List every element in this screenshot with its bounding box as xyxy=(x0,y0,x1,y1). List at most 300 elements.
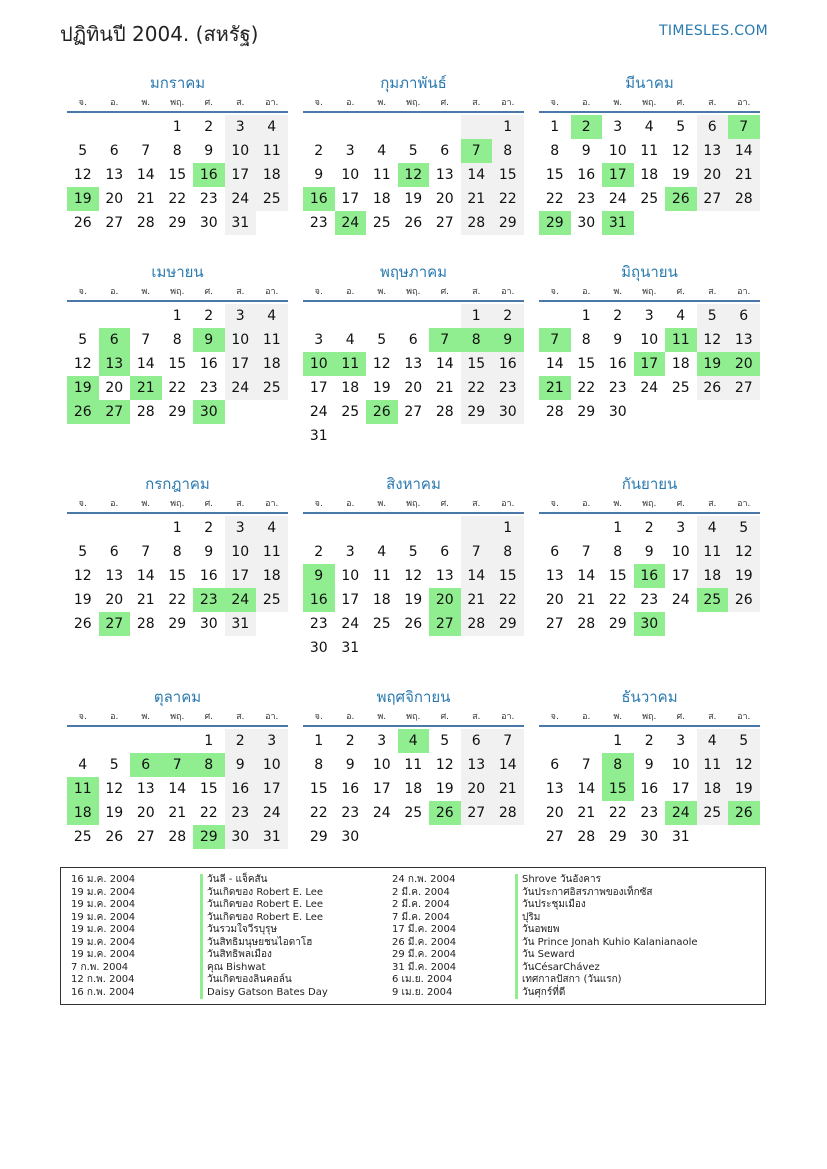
calendar-day[interactable]: 8 xyxy=(461,328,493,352)
calendar-day[interactable]: 31 xyxy=(309,428,328,444)
calendar-day[interactable]: 22 xyxy=(168,592,187,608)
calendar-day[interactable]: 5 xyxy=(697,304,729,328)
calendar-day[interactable]: 10 xyxy=(608,143,627,159)
calendar-day[interactable]: 6 xyxy=(440,143,450,159)
calendar-day[interactable]: 2 xyxy=(314,143,324,159)
calendar-day[interactable]: 13 xyxy=(99,352,131,376)
calendar-day[interactable]: 23 xyxy=(225,801,257,825)
calendar-day[interactable]: 10 xyxy=(640,332,659,348)
calendar-day[interactable]: 11 xyxy=(372,568,391,584)
calendar-day[interactable]: 31 xyxy=(225,211,257,235)
calendar-day[interactable]: 22 xyxy=(309,805,328,821)
calendar-day[interactable]: 31 xyxy=(602,211,634,235)
calendar-day[interactable]: 21 xyxy=(728,163,760,187)
calendar-day[interactable]: 27 xyxy=(545,829,564,845)
calendar-day[interactable]: 7 xyxy=(141,143,151,159)
calendar-day[interactable]: 17 xyxy=(256,777,288,801)
calendar-day[interactable]: 5 xyxy=(78,332,88,348)
calendar-day[interactable]: 25 xyxy=(697,801,729,825)
calendar-day[interactable]: 21 xyxy=(539,376,571,400)
calendar-day[interactable]: 23 xyxy=(199,191,218,207)
calendar-day[interactable]: 9 xyxy=(204,544,214,560)
calendar-day[interactable]: 2 xyxy=(644,733,654,749)
calendar-day[interactable]: 27 xyxy=(697,187,729,211)
calendar-day[interactable]: 16 xyxy=(225,777,257,801)
calendar-day[interactable]: 11 xyxy=(665,328,697,352)
calendar-day[interactable]: 8 xyxy=(581,332,591,348)
calendar-day[interactable]: 19 xyxy=(697,352,729,376)
calendar-day[interactable]: 11 xyxy=(256,139,288,163)
calendar-day[interactable]: 23 xyxy=(309,616,328,632)
calendar-day[interactable]: 12 xyxy=(404,568,423,584)
calendar-day[interactable]: 29 xyxy=(492,612,524,636)
calendar-day[interactable]: 8 xyxy=(492,139,524,163)
calendar-day[interactable]: 4 xyxy=(644,119,654,135)
calendar-day[interactable]: 13 xyxy=(105,167,124,183)
calendar-day[interactable]: 18 xyxy=(372,592,391,608)
calendar-day[interactable]: 24 xyxy=(225,588,257,612)
calendar-day[interactable]: 28 xyxy=(168,829,187,845)
calendar-day[interactable]: 6 xyxy=(461,729,493,753)
calendar-day[interactable]: 3 xyxy=(345,143,355,159)
calendar-day[interactable]: 24 xyxy=(225,187,257,211)
calendar-day[interactable]: 29 xyxy=(608,829,627,845)
calendar-day[interactable]: 13 xyxy=(136,781,155,797)
calendar-day[interactable]: 30 xyxy=(608,404,627,420)
calendar-day[interactable]: 19 xyxy=(67,187,99,211)
calendar-day[interactable]: 3 xyxy=(225,516,257,540)
calendar-day[interactable]: 16 xyxy=(303,187,335,211)
calendar-day[interactable]: 21 xyxy=(435,380,454,396)
calendar-day[interactable]: 13 xyxy=(404,356,423,372)
calendar-day[interactable]: 31 xyxy=(671,829,690,845)
calendar-day[interactable]: 15 xyxy=(608,568,627,584)
calendar-day[interactable]: 1 xyxy=(581,308,591,324)
calendar-day[interactable]: 12 xyxy=(728,753,760,777)
calendar-day[interactable]: 16 xyxy=(492,352,524,376)
calendar-day[interactable]: 1 xyxy=(492,516,524,540)
calendar-day[interactable]: 12 xyxy=(105,781,124,797)
calendar-day[interactable]: 15 xyxy=(309,781,328,797)
calendar-day[interactable]: 1 xyxy=(314,733,324,749)
calendar-day[interactable]: 26 xyxy=(429,801,461,825)
calendar-day[interactable]: 14 xyxy=(136,356,155,372)
calendar-day[interactable]: 9 xyxy=(644,544,654,560)
calendar-day[interactable]: 1 xyxy=(492,115,524,139)
calendar-day[interactable]: 12 xyxy=(671,143,690,159)
calendar-day[interactable]: 30 xyxy=(309,640,328,656)
calendar-day[interactable]: 7 xyxy=(429,328,461,352)
calendar-day[interactable]: 27 xyxy=(461,801,493,825)
calendar-day[interactable]: 4 xyxy=(256,304,288,328)
calendar-day[interactable]: 19 xyxy=(372,380,391,396)
calendar-day[interactable]: 11 xyxy=(404,757,423,773)
calendar-day[interactable]: 26 xyxy=(366,400,398,424)
calendar-day[interactable]: 8 xyxy=(314,757,324,773)
calendar-day[interactable]: 17 xyxy=(341,592,360,608)
calendar-day[interactable]: 6 xyxy=(697,115,729,139)
calendar-day[interactable]: 16 xyxy=(193,163,225,187)
calendar-day[interactable]: 5 xyxy=(728,729,760,753)
calendar-day[interactable]: 8 xyxy=(172,544,182,560)
calendar-day[interactable]: 7 xyxy=(162,753,194,777)
calendar-day[interactable]: 30 xyxy=(640,829,659,845)
calendar-day[interactable]: 22 xyxy=(608,805,627,821)
calendar-day[interactable]: 4 xyxy=(256,516,288,540)
calendar-day[interactable]: 27 xyxy=(99,612,131,636)
calendar-day[interactable]: 20 xyxy=(545,592,564,608)
calendar-day[interactable]: 26 xyxy=(105,829,124,845)
calendar-day[interactable]: 14 xyxy=(136,167,155,183)
calendar-day[interactable]: 11 xyxy=(335,352,367,376)
calendar-day[interactable]: 25 xyxy=(372,215,391,231)
calendar-day[interactable]: 3 xyxy=(644,308,654,324)
calendar-day[interactable]: 27 xyxy=(545,616,564,632)
calendar-day[interactable]: 2 xyxy=(314,544,324,560)
calendar-day[interactable]: 20 xyxy=(105,592,124,608)
calendar-day[interactable]: 18 xyxy=(671,356,690,372)
calendar-day[interactable]: 18 xyxy=(372,191,391,207)
calendar-day[interactable]: 20 xyxy=(545,805,564,821)
calendar-day[interactable]: 6 xyxy=(440,544,450,560)
calendar-day[interactable]: 14 xyxy=(728,139,760,163)
calendar-day[interactable]: 29 xyxy=(193,825,225,849)
calendar-day[interactable]: 15 xyxy=(168,356,187,372)
calendar-day[interactable]: 1 xyxy=(461,304,493,328)
calendar-day[interactable]: 25 xyxy=(640,191,659,207)
calendar-day[interactable]: 17 xyxy=(634,352,666,376)
calendar-day[interactable]: 28 xyxy=(136,404,155,420)
calendar-day[interactable]: 5 xyxy=(408,143,418,159)
calendar-day[interactable]: 23 xyxy=(608,380,627,396)
calendar-day[interactable]: 14 xyxy=(168,781,187,797)
calendar-day[interactable]: 5 xyxy=(440,733,450,749)
calendar-day[interactable]: 2 xyxy=(225,729,257,753)
calendar-day[interactable]: 27 xyxy=(136,829,155,845)
calendar-day[interactable]: 29 xyxy=(492,211,524,235)
calendar-day[interactable]: 3 xyxy=(225,115,257,139)
calendar-day[interactable]: 4 xyxy=(377,143,387,159)
calendar-day[interactable]: 24 xyxy=(335,211,367,235)
calendar-day[interactable]: 2 xyxy=(204,308,214,324)
calendar-day[interactable]: 13 xyxy=(545,568,564,584)
calendar-day[interactable]: 30 xyxy=(199,616,218,632)
calendar-day[interactable]: 11 xyxy=(256,328,288,352)
calendar-day[interactable]: 30 xyxy=(193,400,225,424)
calendar-day[interactable]: 11 xyxy=(697,753,729,777)
calendar-day[interactable]: 14 xyxy=(545,356,564,372)
calendar-day[interactable]: 2 xyxy=(204,520,214,536)
calendar-day[interactable]: 22 xyxy=(608,592,627,608)
calendar-day[interactable]: 5 xyxy=(728,516,760,540)
calendar-day[interactable]: 14 xyxy=(577,568,596,584)
calendar-day[interactable]: 23 xyxy=(309,215,328,231)
calendar-day[interactable]: 15 xyxy=(545,167,564,183)
calendar-day[interactable]: 9 xyxy=(225,753,257,777)
calendar-day[interactable]: 12 xyxy=(73,167,92,183)
calendar-day[interactable]: 18 xyxy=(341,380,360,396)
calendar-day[interactable]: 4 xyxy=(697,516,729,540)
calendar-day[interactable]: 23 xyxy=(193,588,225,612)
calendar-day[interactable]: 16 xyxy=(577,167,596,183)
calendar-day[interactable]: 18 xyxy=(697,564,729,588)
calendar-day[interactable]: 26 xyxy=(73,616,92,632)
calendar-day[interactable]: 18 xyxy=(256,564,288,588)
calendar-day[interactable]: 30 xyxy=(225,825,257,849)
calendar-day[interactable]: 20 xyxy=(429,588,461,612)
calendar-day[interactable]: 11 xyxy=(697,540,729,564)
calendar-day[interactable]: 5 xyxy=(78,143,88,159)
calendar-day[interactable]: 28 xyxy=(461,612,493,636)
calendar-day[interactable]: 20 xyxy=(404,380,423,396)
calendar-day[interactable]: 31 xyxy=(225,612,257,636)
calendar-day[interactable]: 29 xyxy=(608,616,627,632)
calendar-day[interactable]: 5 xyxy=(408,544,418,560)
calendar-day[interactable]: 9 xyxy=(303,564,335,588)
calendar-day[interactable]: 9 xyxy=(581,143,591,159)
calendar-day[interactable]: 10 xyxy=(372,757,391,773)
calendar-day[interactable]: 19 xyxy=(671,167,690,183)
calendar-day[interactable]: 1 xyxy=(550,119,560,135)
calendar-day[interactable]: 7 xyxy=(581,544,591,560)
calendar-day[interactable]: 16 xyxy=(303,588,335,612)
calendar-day[interactable]: 10 xyxy=(256,753,288,777)
calendar-day[interactable]: 3 xyxy=(225,304,257,328)
calendar-day[interactable]: 29 xyxy=(309,829,328,845)
calendar-day[interactable]: 28 xyxy=(577,829,596,845)
calendar-day[interactable]: 24 xyxy=(372,805,391,821)
calendar-day[interactable]: 2 xyxy=(644,520,654,536)
calendar-day[interactable]: 8 xyxy=(193,753,225,777)
calendar-day[interactable]: 3 xyxy=(676,520,686,536)
calendar-day[interactable]: 18 xyxy=(640,167,659,183)
calendar-day[interactable]: 8 xyxy=(602,753,634,777)
calendar-day[interactable]: 20 xyxy=(461,777,493,801)
calendar-day[interactable]: 18 xyxy=(256,352,288,376)
calendar-day[interactable]: 21 xyxy=(577,592,596,608)
calendar-day[interactable]: 20 xyxy=(105,380,124,396)
calendar-day[interactable]: 16 xyxy=(341,781,360,797)
calendar-day[interactable]: 29 xyxy=(168,215,187,231)
calendar-day[interactable]: 21 xyxy=(492,777,524,801)
calendar-day[interactable]: 26 xyxy=(697,376,729,400)
calendar-day[interactable]: 21 xyxy=(461,187,493,211)
calendar-day[interactable]: 4 xyxy=(78,757,88,773)
calendar-day[interactable]: 14 xyxy=(435,356,454,372)
calendar-day[interactable]: 29 xyxy=(461,400,493,424)
calendar-day[interactable]: 14 xyxy=(136,568,155,584)
calendar-day[interactable]: 3 xyxy=(676,733,686,749)
calendar-day[interactable]: 28 xyxy=(492,801,524,825)
calendar-day[interactable]: 28 xyxy=(461,211,493,235)
calendar-day[interactable]: 22 xyxy=(168,191,187,207)
calendar-day[interactable]: 25 xyxy=(256,376,288,400)
calendar-day[interactable]: 15 xyxy=(492,163,524,187)
calendar-day[interactable]: 22 xyxy=(168,380,187,396)
calendar-day[interactable]: 6 xyxy=(109,143,119,159)
calendar-day[interactable]: 3 xyxy=(256,729,288,753)
calendar-day[interactable]: 21 xyxy=(577,805,596,821)
calendar-day[interactable]: 26 xyxy=(73,215,92,231)
calendar-day[interactable]: 22 xyxy=(492,588,524,612)
calendar-day[interactable]: 8 xyxy=(613,544,623,560)
calendar-day[interactable]: 3 xyxy=(377,733,387,749)
calendar-day[interactable]: 12 xyxy=(398,163,430,187)
calendar-day[interactable]: 6 xyxy=(728,304,760,328)
calendar-day[interactable]: 9 xyxy=(204,143,214,159)
calendar-day[interactable]: 15 xyxy=(461,352,493,376)
calendar-day[interactable]: 13 xyxy=(545,781,564,797)
calendar-day[interactable]: 23 xyxy=(640,592,659,608)
calendar-day[interactable]: 25 xyxy=(671,380,690,396)
calendar-day[interactable]: 12 xyxy=(372,356,391,372)
calendar-day[interactable]: 7 xyxy=(539,328,571,352)
calendar-day[interactable]: 20 xyxy=(697,163,729,187)
calendar-day[interactable]: 19 xyxy=(67,376,99,400)
calendar-day[interactable]: 19 xyxy=(73,592,92,608)
calendar-day[interactable]: 7 xyxy=(728,115,760,139)
calendar-day[interactable]: 10 xyxy=(225,139,257,163)
calendar-day[interactable]: 30 xyxy=(577,215,596,231)
calendar-day[interactable]: 26 xyxy=(67,400,99,424)
calendar-day[interactable]: 17 xyxy=(225,564,257,588)
calendar-day[interactable]: 16 xyxy=(199,356,218,372)
calendar-day[interactable]: 17 xyxy=(309,380,328,396)
calendar-day[interactable]: 17 xyxy=(225,352,257,376)
calendar-day[interactable]: 14 xyxy=(492,753,524,777)
calendar-day[interactable]: 12 xyxy=(728,540,760,564)
calendar-day[interactable]: 1 xyxy=(613,520,623,536)
calendar-day[interactable]: 13 xyxy=(728,328,760,352)
calendar-day[interactable]: 16 xyxy=(608,356,627,372)
calendar-day[interactable]: 11 xyxy=(640,143,659,159)
calendar-day[interactable]: 25 xyxy=(372,616,391,632)
calendar-day[interactable]: 29 xyxy=(577,404,596,420)
calendar-day[interactable]: 15 xyxy=(602,777,634,801)
calendar-day[interactable]: 10 xyxy=(341,167,360,183)
calendar-day[interactable]: 20 xyxy=(105,191,124,207)
calendar-day[interactable]: 9 xyxy=(613,332,623,348)
calendar-day[interactable]: 28 xyxy=(136,215,155,231)
calendar-day[interactable]: 20 xyxy=(136,805,155,821)
calendar-day[interactable]: 9 xyxy=(345,757,355,773)
calendar-day[interactable]: 6 xyxy=(550,757,560,773)
calendar-day[interactable]: 3 xyxy=(314,332,324,348)
calendar-day[interactable]: 24 xyxy=(640,380,659,396)
calendar-day[interactable]: 22 xyxy=(545,191,564,207)
calendar-day[interactable]: 24 xyxy=(341,616,360,632)
calendar-day[interactable]: 19 xyxy=(728,777,760,801)
calendar-day[interactable]: 1 xyxy=(204,733,214,749)
calendar-day[interactable]: 25 xyxy=(404,805,423,821)
calendar-day[interactable]: 10 xyxy=(225,328,257,352)
calendar-day[interactable]: 22 xyxy=(461,376,493,400)
calendar-day[interactable]: 27 xyxy=(429,612,461,636)
calendar-day[interactable]: 2 xyxy=(492,304,524,328)
calendar-day[interactable]: 7 xyxy=(141,544,151,560)
calendar-day[interactable]: 15 xyxy=(199,781,218,797)
calendar-day[interactable]: 17 xyxy=(671,568,690,584)
calendar-day[interactable]: 16 xyxy=(634,564,666,588)
calendar-day[interactable]: 7 xyxy=(461,139,493,163)
calendar-day[interactable]: 23 xyxy=(492,376,524,400)
calendar-day[interactable]: 3 xyxy=(345,544,355,560)
calendar-day[interactable]: 19 xyxy=(728,564,760,588)
calendar-day[interactable]: 13 xyxy=(105,568,124,584)
calendar-day[interactable]: 25 xyxy=(256,187,288,211)
calendar-day[interactable]: 26 xyxy=(728,801,760,825)
calendar-day[interactable]: 17 xyxy=(671,781,690,797)
calendar-day[interactable]: 15 xyxy=(168,568,187,584)
calendar-day[interactable]: 28 xyxy=(545,404,564,420)
calendar-day[interactable]: 9 xyxy=(644,757,654,773)
calendar-day[interactable]: 21 xyxy=(168,805,187,821)
calendar-day[interactable]: 14 xyxy=(461,564,493,588)
calendar-day[interactable]: 1 xyxy=(172,119,182,135)
calendar-day[interactable]: 10 xyxy=(341,568,360,584)
calendar-day[interactable]: 10 xyxy=(225,540,257,564)
calendar-day[interactable]: 4 xyxy=(398,729,430,753)
calendar-day[interactable]: 5 xyxy=(676,119,686,135)
calendar-day[interactable]: 16 xyxy=(640,781,659,797)
calendar-day[interactable]: 28 xyxy=(728,187,760,211)
calendar-day[interactable]: 4 xyxy=(256,115,288,139)
calendar-day[interactable]: 24 xyxy=(665,801,697,825)
calendar-day[interactable]: 7 xyxy=(461,540,493,564)
calendar-day[interactable]: 24 xyxy=(256,801,288,825)
calendar-day[interactable]: 29 xyxy=(539,211,571,235)
calendar-day[interactable]: 10 xyxy=(671,757,690,773)
calendar-day[interactable]: 18 xyxy=(67,801,99,825)
calendar-day[interactable]: 13 xyxy=(435,167,454,183)
calendar-day[interactable]: 12 xyxy=(73,568,92,584)
calendar-day[interactable]: 29 xyxy=(168,404,187,420)
calendar-day[interactable]: 30 xyxy=(341,829,360,845)
calendar-day[interactable]: 19 xyxy=(105,805,124,821)
calendar-day[interactable]: 17 xyxy=(341,191,360,207)
calendar-day[interactable]: 9 xyxy=(314,167,324,183)
calendar-day[interactable]: 18 xyxy=(404,781,423,797)
calendar-day[interactable]: 30 xyxy=(492,400,524,424)
calendar-day[interactable]: 1 xyxy=(172,520,182,536)
calendar-day[interactable]: 16 xyxy=(199,568,218,584)
calendar-day[interactable]: 11 xyxy=(372,167,391,183)
calendar-day[interactable]: 22 xyxy=(577,380,596,396)
calendar-day[interactable]: 19 xyxy=(435,781,454,797)
calendar-day[interactable]: 28 xyxy=(435,404,454,420)
calendar-day[interactable]: 2 xyxy=(571,115,603,139)
calendar-day[interactable]: 31 xyxy=(256,825,288,849)
calendar-day[interactable]: 21 xyxy=(136,191,155,207)
calendar-day[interactable]: 24 xyxy=(225,376,257,400)
calendar-day[interactable]: 6 xyxy=(99,328,131,352)
calendar-day[interactable]: 6 xyxy=(550,544,560,560)
calendar-day[interactable]: 14 xyxy=(577,781,596,797)
calendar-day[interactable]: 28 xyxy=(577,616,596,632)
calendar-day[interactable]: 28 xyxy=(136,616,155,632)
calendar-day[interactable]: 23 xyxy=(199,380,218,396)
calendar-day[interactable]: 11 xyxy=(256,540,288,564)
calendar-day[interactable]: 27 xyxy=(404,404,423,420)
calendar-day[interactable]: 15 xyxy=(492,564,524,588)
calendar-day[interactable]: 7 xyxy=(492,729,524,753)
calendar-day[interactable]: 23 xyxy=(341,805,360,821)
calendar-day[interactable]: 25 xyxy=(697,588,729,612)
calendar-day[interactable]: 27 xyxy=(99,400,131,424)
calendar-day[interactable]: 25 xyxy=(256,588,288,612)
calendar-day[interactable]: 23 xyxy=(577,191,596,207)
calendar-day[interactable]: 4 xyxy=(697,729,729,753)
